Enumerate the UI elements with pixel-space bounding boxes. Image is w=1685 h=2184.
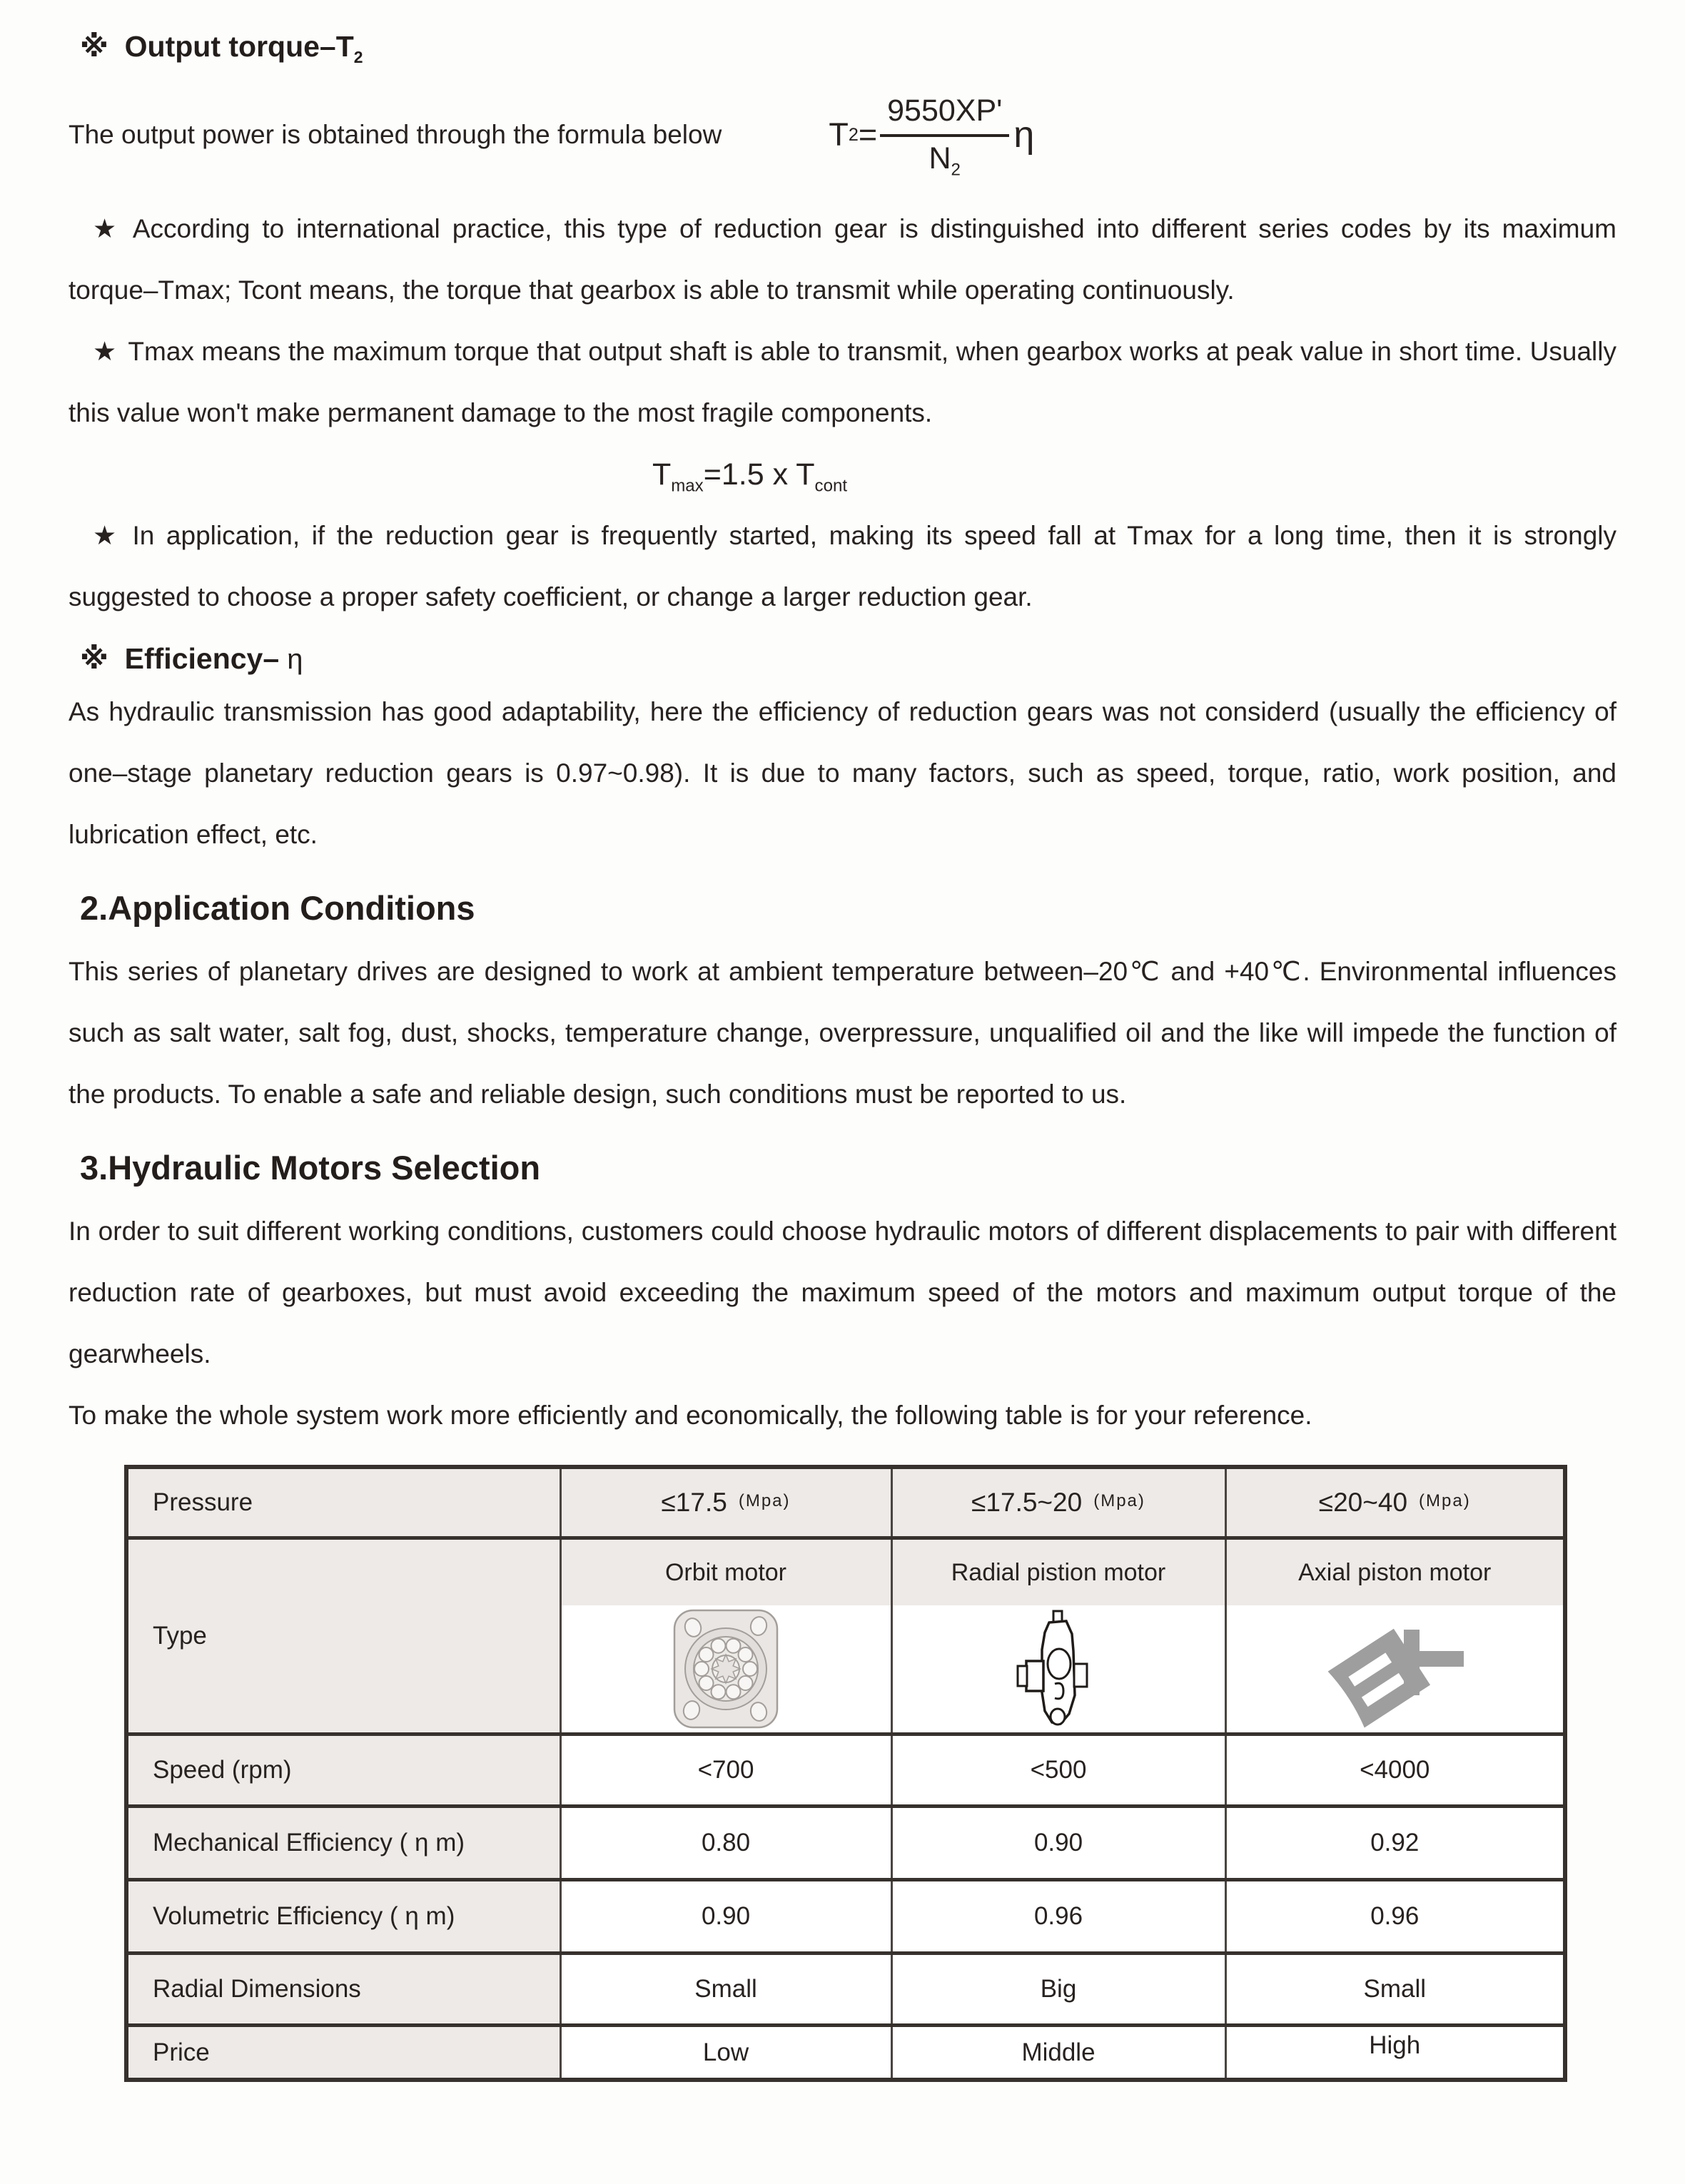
- table-cell: Big: [891, 1954, 1225, 2026]
- pressure-cell: [891, 1467, 1225, 1538]
- formula-numerator: 9550XP': [880, 93, 1009, 137]
- star-icon: ★: [93, 337, 117, 366]
- table-cell: Middle: [891, 2026, 1225, 2081]
- tmax-middle: =1.5 x: [703, 457, 796, 492]
- table-cell: 0.92: [1225, 1807, 1565, 1880]
- tmax-t1: T: [652, 457, 672, 492]
- axial-piston-motor-image: [1227, 1605, 1564, 1732]
- row-label: Mechanical Efficiency ( η m): [126, 1807, 560, 1880]
- output-torque-title-subscript: 2: [353, 48, 363, 67]
- formula-lhs: T: [829, 116, 849, 153]
- star-icon: ★: [93, 521, 121, 550]
- tmax-t2-subscript: cont: [814, 476, 848, 496]
- formula-intro-row: [69, 71, 1616, 198]
- pressure-value: ≤17.5~20: [971, 1488, 1083, 1517]
- radial-piston-motor-image: [893, 1605, 1225, 1732]
- type-row: [126, 1538, 1565, 1734]
- reference-mark-icon: ※: [80, 642, 108, 675]
- motor-name: Axial piston motor: [1227, 1540, 1564, 1605]
- table-row: [126, 2026, 1565, 2081]
- bullet-application: [69, 505, 1616, 628]
- pressure-cell: [1225, 1467, 1565, 1538]
- bullet-series-codes-text: According to international practice, this type of reduction gear is distinguished into different series codes by its maximum torque–Tmax; Tcont means, the torque that gearbox is able to transmit while operating continuously.: [69, 214, 1616, 305]
- table-cell: 0.80: [560, 1807, 891, 1880]
- row-label: Price: [126, 2026, 560, 2081]
- pressure-unit: (Mpa): [738, 1491, 791, 1510]
- pressure-cell: [560, 1467, 891, 1538]
- table-cell: <500: [891, 1734, 1225, 1807]
- table-cell: 0.90: [560, 1880, 891, 1954]
- efficiency-title: Efficiency–: [124, 642, 280, 675]
- table-cell: 0.96: [1225, 1880, 1565, 1954]
- pressure-row: [126, 1467, 1565, 1538]
- table-row: [126, 1807, 1565, 1880]
- hydraulic-motors-reference-line: To make the whole system work more efficiently and economically, the following table is for your reference.: [69, 1401, 1312, 1430]
- bullet-tmax-text: Tmax means the maximum torque that output shaft is able to transmit, when gearbox works at peak value in short time. Usually this value won't make permanent damage to the most fragile components.: [69, 337, 1616, 427]
- pressure-unit: (Mpa): [1419, 1491, 1471, 1510]
- formula-eta: η: [1013, 114, 1035, 156]
- table-row: [126, 1734, 1565, 1807]
- pressure-value: ≤17.5: [661, 1488, 727, 1517]
- pressure-label: Pressure: [126, 1467, 560, 1538]
- formula-denominator: [928, 137, 961, 180]
- table-cell: 0.90: [891, 1807, 1225, 1880]
- table-cell: High: [1225, 2026, 1565, 2081]
- pressure-unit: (Mpa): [1093, 1491, 1145, 1510]
- output-torque-formula: T 2 = $\frac{9550XP'}{N_2}$ η: [829, 93, 1035, 180]
- formula-denominator-base: N: [928, 141, 951, 176]
- table-cell: Small: [560, 1954, 891, 2026]
- table-cell: Small: [1225, 1954, 1565, 2026]
- tmax-formula: [69, 444, 1431, 505]
- table-cell: Low: [560, 2026, 891, 2081]
- tmax-t2: T: [796, 457, 815, 492]
- application-conditions-paragraph: This series of planetary drives are designed to work at ambient temperature between–20℃ and +40℃. Environmental influences such as salt water, salt fog, dust, shocks, temperature change, overpressure, unqualified oil and the like will impede the function of the products. To enable a safe and reliable design, such conditions must be reported to us.: [69, 957, 1616, 1109]
- motor-selection-table: [124, 1465, 1567, 2082]
- output-power-intro: The output power is obtained through the formula below: [69, 120, 722, 149]
- bullet-series-codes: [69, 198, 1616, 321]
- formula-denominator-subscript: 2: [951, 160, 961, 180]
- row-label: Volumetric Efficiency ( η m): [126, 1880, 560, 1954]
- type-cell-radial: [891, 1538, 1225, 1734]
- hydraulic-motors-paragraph: In order to suit different working conditions, customers could choose hydraulic motors of different displacements to pair with different reduction rate of gearboxes, but must avoid exceeding the maximum speed of the motors and maximum output torque of the gearwheels.: [69, 1217, 1616, 1368]
- efficiency-paragraph: As hydraulic transmission has good adaptability, here the efficiency of reduction gears was not considerd (usually the efficiency of one–stage planetary reduction gears is 0.97~0.98). It is due to many factors, such as speed, torque, ratio, work position, and lubrication effect, etc.: [69, 697, 1616, 849]
- table-row: [126, 1954, 1565, 2026]
- type-cell-axial: [1225, 1538, 1565, 1734]
- formula-equals: =: [858, 116, 878, 153]
- bullet-tmax: [69, 321, 1616, 444]
- output-torque-heading: [69, 24, 1616, 68]
- hydraulic-motors-heading: 3.Hydraulic Motors Selection: [80, 1149, 541, 1187]
- table-cell: 0.96: [891, 1880, 1225, 1954]
- star-icon: ★: [93, 214, 121, 243]
- reference-mark-icon: ※: [80, 30, 108, 63]
- tmax-t1-subscript: max: [671, 476, 704, 496]
- output-torque-title: Output torque–T: [124, 30, 354, 63]
- table-row: [126, 1880, 1565, 1954]
- formula-fraction: [880, 93, 1009, 180]
- pressure-value: ≤20~40: [1318, 1488, 1408, 1517]
- efficiency-heading: [69, 636, 1616, 681]
- application-conditions-heading: 2.Application Conditions: [80, 889, 475, 927]
- row-label: Radial Dimensions: [126, 1954, 560, 2026]
- orbit-motor-image: [562, 1605, 891, 1732]
- type-cell-orbit: [560, 1538, 891, 1734]
- motor-name: Orbit motor: [562, 1540, 891, 1605]
- row-label: Speed (rpm): [126, 1734, 560, 1807]
- bullet-application-text: In application, if the reduction gear is frequently started, making its speed fall at Tmax for a long time, then it is strongly suggested to choose a proper safety coefficient, or change a larger reduction gear.: [69, 521, 1617, 611]
- table-cell: <4000: [1225, 1734, 1565, 1807]
- table-cell: <700: [560, 1734, 891, 1807]
- efficiency-eta: η: [279, 644, 303, 675]
- type-label: Type: [126, 1538, 560, 1734]
- motor-name: Radial pistion motor: [893, 1540, 1225, 1605]
